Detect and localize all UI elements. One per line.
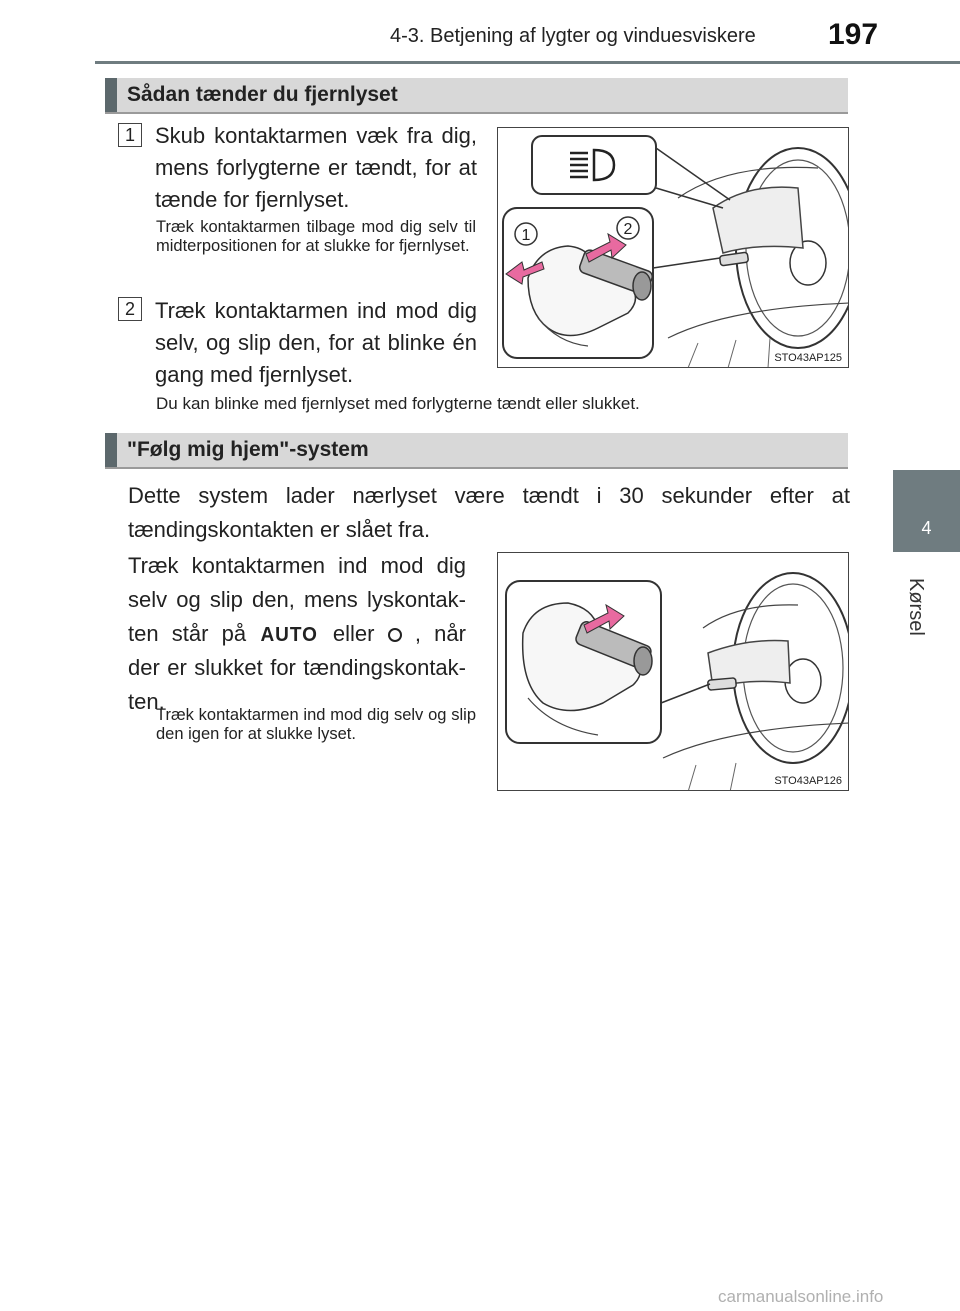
step-badge-1: 1 xyxy=(118,123,142,147)
body-line: ten. xyxy=(128,689,165,714)
section-2-intro: Dette system lader nærlyset være tændt i 30 sekunder efter at tændingskontakten er slået fra. xyxy=(128,483,850,542)
body-text: , når xyxy=(414,621,466,646)
auto-symbol: AUTO xyxy=(260,624,319,646)
chapter-label-text: Kørsel xyxy=(905,578,927,636)
section-heading-text: "Følg mig hjem"-system xyxy=(127,438,369,461)
step-1-note: Træk kontaktarmen tilbage mod dig selv til midterpositionen for at slukke for fjernlyset. xyxy=(156,218,476,255)
headlight-on-icon xyxy=(388,628,402,642)
section-heading-high-beam xyxy=(105,78,848,114)
body-text: eller xyxy=(332,621,375,646)
callout-1: 1 xyxy=(521,227,531,244)
callout-2: 2 xyxy=(623,221,633,238)
section-2-note: Træk kontaktarmen ind mod dig selv og slip den igen for at slukke lyset. xyxy=(156,706,476,743)
figure-caption: STO43AP126 xyxy=(774,775,842,787)
body-line: der er slukket for tændingskontak- xyxy=(128,655,466,680)
chapter-label xyxy=(895,573,955,663)
step-2-note: Du kan blinke med fjernlyset med forlygterne tændt eller slukket. xyxy=(156,394,640,413)
body-text: ten står på xyxy=(128,621,247,646)
watermark: carmanualsonline.info xyxy=(718,1287,884,1306)
step-badge-2: 2 xyxy=(118,297,142,321)
section-heading-follow-me-home xyxy=(105,433,848,469)
body-line: Træk kontaktarmen ind mod dig xyxy=(128,553,466,578)
follow-me-home-illustration xyxy=(498,553,849,791)
header-rule xyxy=(95,61,960,64)
heading-accent xyxy=(105,78,117,112)
section-heading-text: Sådan tænder du fjernlyset xyxy=(127,83,398,106)
step-1-text: Skub kontaktarmen væk fra dig, mens forlygterne er tændt, for at tænde for fjernlyset. xyxy=(155,123,477,212)
body-line: selv og slip den, mens lyskontak- xyxy=(128,587,466,612)
high-beam-lever-illustration xyxy=(498,128,849,368)
heading-accent xyxy=(105,433,117,467)
section-header: 4-3. Betjening af lygter og vinduesviskere xyxy=(390,25,756,47)
figure-follow-me-home-lever xyxy=(497,552,849,791)
body-line-symbols xyxy=(128,617,466,651)
figure-caption: STO43AP125 xyxy=(774,352,842,364)
figure-high-beam-lever xyxy=(497,127,849,368)
section-2-body xyxy=(128,549,466,719)
page-number: 197 xyxy=(828,18,879,51)
chapter-tab xyxy=(893,470,960,552)
step-2-text: Træk kontaktarmen ind mod dig selv, og slip den, for at blinke én gang med fjernlyset. xyxy=(155,298,477,387)
chapter-number: 4 xyxy=(921,518,932,538)
